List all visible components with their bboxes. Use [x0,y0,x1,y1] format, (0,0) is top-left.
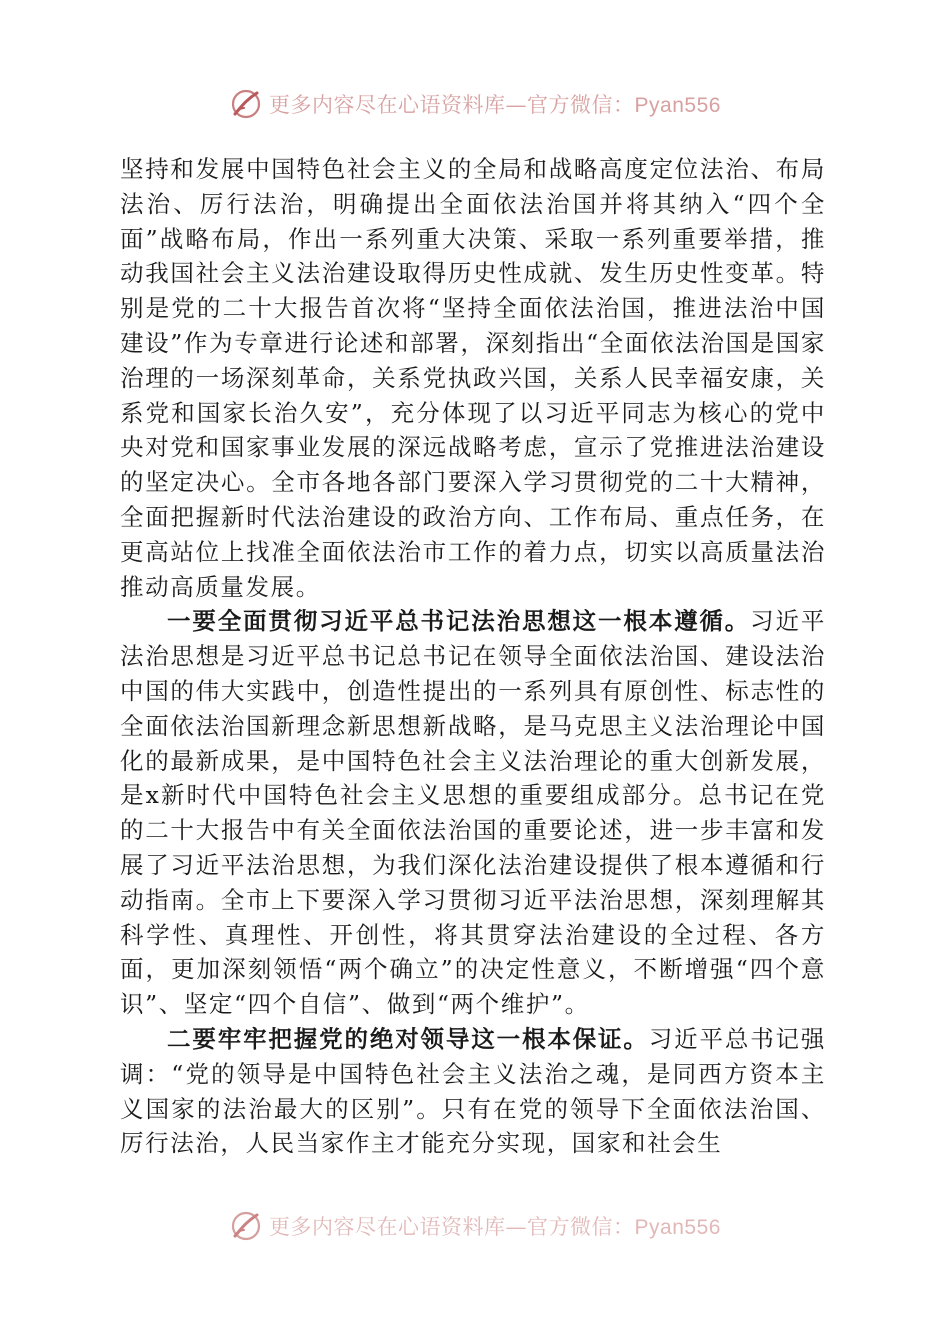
footer-watermark-text: 更多内容尽在心语资料库—官方微信：Pyan556 [269,1215,721,1239]
paragraph-3-text: 习近平总书记强调：“党的领导是中国特色社会主义法治之魂，是同西方资本主义国家的法治最大的区别”。只有在党的领导下全面依法治国、厉行法治，人民当家作主才能充分实现，国家和社会生 [120,1024,826,1158]
header-watermark-text: 更多内容尽在心语资料库—官方微信：Pyan556 [269,93,721,117]
brush-logo-icon [229,87,263,121]
document-body [120,152,826,1161]
brush-logo-icon [229,1209,263,1243]
paragraph-1-text: 坚持和发展中国特色社会主义的全局和战略高度定位法治、布局法治、厉行法治，明确提出全面依法治国并将其纳入“四个全面”战略布局，作出一系列重大决策、采取一系列重要举措，推动我国社会主义法治建设取得历史性成就、发生历史性变革。特别是党的二十大报告首次将“坚持全面依法治国，推进法治中国建设”作为专章进行论述和部署，深刻指出“全面依法治国是国家治理的一场深刻革命，关系党执政兴国，关系人民幸福安康，关系党和国家长治久安”，充分体现了以习近平同志为核心的党中央对党和国家事业发展的深远战略考虑，宣示了党推进法治建设的坚定决心。全市各地各部门要深入学习贯彻党的二十大精神，全面把握新时代法治建设的政治方向、工作布局、重点任务，在更高站位上找准全面依法治市工作的着力点，切实以高质量法治推动高质量发展。 [120,155,826,601]
header-watermark [0,84,950,124]
paragraph-3 [120,1022,826,1161]
paragraph-3-heading: 二要牢牢把握党的绝对领导这一根本保证。 [167,1024,649,1053]
paragraph-2-text: 习近平法治思想是习近平总书记总书记在领导全面依法治国、建设法治中国的伟大实践中，创造性提出的一系列具有原创性、标志性的全面依法治国新理念新思想新战略，是马克思主义法治理论中国化的最新成果，是中国特色社会主义法治理论的重大创新发展，是x新时代中国特色社会主义思想的重要组成部分。总书记在党的二十大报告中有关全面依法治国的重要论述，进一步丰富和发展了习近平法治思想，为我们深化法治建设提供了根本遵循和行动指南。全市上下要深入学习贯彻习近平法治思想，深刻理解其科学性、真理性、开创性，将其贯穿法治建设的全过程、各方面，更加深刻领悟“两个确立”的决定性意义，不断增强“四个意识”、坚定“四个自信”、做到“两个维护”。 [120,607,826,1019]
paragraph-2-heading: 一要全面贯彻习近平总书记法治思想这一根本遵循。 [167,607,751,636]
paragraph-2 [120,604,826,1022]
footer-watermark [0,1206,950,1246]
paragraph-1 [120,152,826,604]
